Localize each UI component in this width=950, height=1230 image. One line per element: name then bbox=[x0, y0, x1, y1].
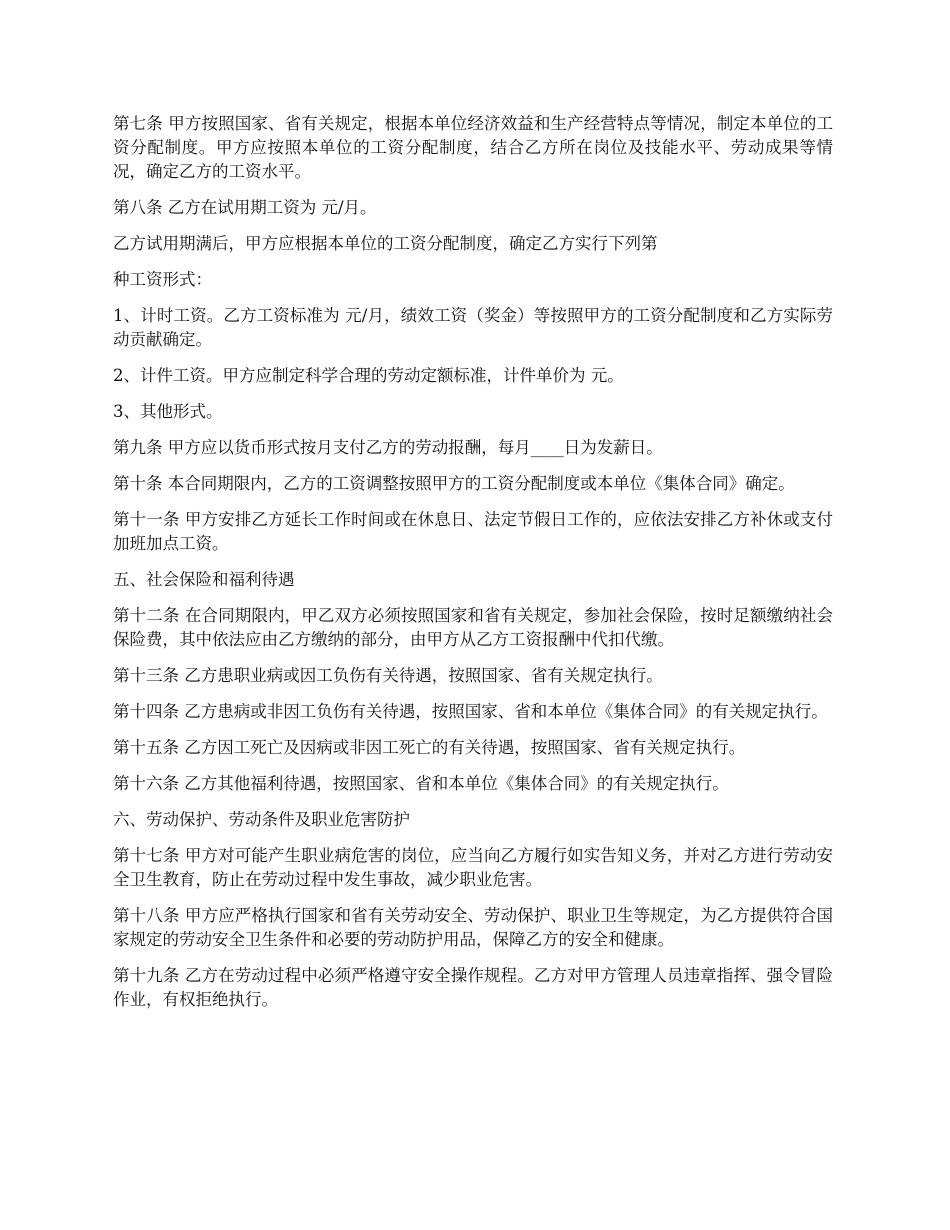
article-18: 第十八条 甲方应严格执行国家和省有关劳动安全、劳动保护、职业卫生等规定，为乙方提供符合国家规定的劳动安全卫生条件和必要的劳动防护用品，保障乙方的安全和健康。 bbox=[113, 906, 833, 949]
article-13: 第十三条 乙方患职业病或因工负伤有关待遇，按照国家、省有关规定执行。 bbox=[113, 666, 663, 685]
wage-option-piece-rate: 2、计件工资。甲方应制定科学合理的劳动定额标准，计件单价为 元。 bbox=[113, 366, 624, 385]
article-8: 第八条 乙方在试用期工资为 元/月。 bbox=[113, 198, 377, 217]
document-body bbox=[113, 112, 833, 1024]
article-12: 第十二条 在合同期限内，甲乙双方必须按照国家和省有关规定，参加社会保险，按时足额缴纳社会保险费，其中依法应由乙方缴纳的部分，由甲方从乙方工资报酬中代扣代缴。 bbox=[113, 606, 833, 649]
article-17: 第十七条 甲方对可能产生职业病危害的岗位，应当向乙方履行如实告知义务，并对乙方进行劳动安全卫生教育，防止在劳动过程中发生事故，减少职业危害。 bbox=[113, 846, 833, 889]
article-16: 第十六条 乙方其他福利待遇，按照国家、省和本单位《集体合同》的有关规定执行。 bbox=[113, 774, 729, 793]
section-heading-social-insurance: 五、社会保险和福利待遇 bbox=[113, 570, 295, 589]
article-10: 第十条 本合同期限内，乙方的工资调整按照甲方的工资分配制度或本单位《集体合同》确定。 bbox=[113, 474, 795, 493]
section-heading-labor-protection: 六、劳动保护、劳动条件及职业危害防护 bbox=[113, 810, 410, 829]
article-7: 第七条 甲方按照国家、省有关规定，根据本单位经济效益和生产经营特点等情况，制定本单位的工资分配制度。甲方应按照本单位的工资分配制度，结合乙方所在岗位及技能水平、劳动成果等情况，确定乙方的工资水平。 bbox=[113, 114, 833, 181]
article-14: 第十四条 乙方患病或非因工负伤有关待遇，按照国家、省和本单位《集体合同》的有关规定执行。 bbox=[113, 702, 828, 721]
post-probation-wage-text: 乙方试用期满后，甲方应根据本单位的工资分配制度，确定乙方实行下列第 bbox=[113, 234, 658, 253]
article-9: 第九条 甲方应以货币形式按月支付乙方的劳动报酬，每月____日为发薪日。 bbox=[113, 438, 663, 457]
wage-option-time-based: 1、计时工资。乙方工资标准为 元/月，绩效工资（奖金）等按照甲方的工资分配制度和乙方实际劳动贡献确定。 bbox=[113, 306, 833, 349]
wage-option-other: 3、其他形式。 bbox=[113, 402, 223, 421]
wage-form-text: 种工资形式： bbox=[113, 270, 212, 289]
article-15: 第十五条 乙方因工死亡及因病或非因工死亡的有关待遇，按照国家、省有关规定执行。 bbox=[113, 738, 746, 757]
article-11: 第十一条 甲方安排乙方延长工作时间或在休息日、法定节假日工作的，应依法安排乙方补休或支付加班加点工资。 bbox=[113, 510, 833, 553]
article-19: 第十九条 乙方在劳动过程中必须严格遵守安全操作规程。乙方对甲方管理人员违章指挥、强令冒险作业，有权拒绝执行。 bbox=[113, 966, 833, 1009]
